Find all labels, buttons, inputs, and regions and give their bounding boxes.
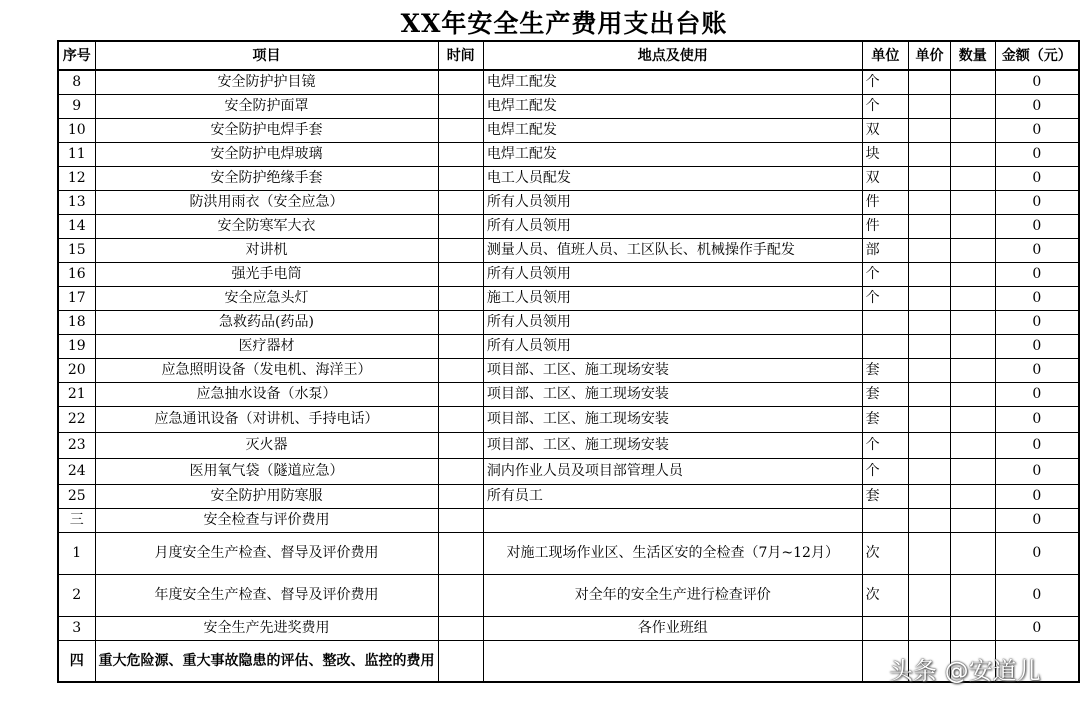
section-row [58, 508, 1079, 532]
cell-time [438, 406, 483, 432]
cell-item: 应急抽水设备（水泵） [95, 382, 438, 406]
header-amount: 金额（元） [995, 41, 1079, 70]
header-place: 地点及使用 [483, 41, 862, 70]
cell-no: 11 [58, 142, 95, 166]
cell-amount: 0 [995, 142, 1079, 166]
cell-no: 3 [58, 616, 95, 640]
cell-place: 所有人员领用 [483, 190, 862, 214]
cell-no: 19 [58, 334, 95, 358]
cell-no: 四 [58, 640, 95, 682]
cell-place: 洞内作业人员及项目部管理人员 [483, 458, 862, 484]
cell-amount: 0 [995, 616, 1079, 640]
cell-price [909, 238, 951, 262]
cell-item: 月度安全生产检查、督导及评价费用 [95, 532, 438, 574]
cell-unit: 双 [862, 118, 909, 142]
header-item: 项目 [95, 41, 438, 70]
cell-item: 急救药品(药品) [95, 310, 438, 334]
cell-qty [950, 238, 995, 262]
cell-place: 电焊工配发 [483, 70, 862, 94]
cell-price [909, 190, 951, 214]
cell-unit [862, 616, 909, 640]
cell-item: 安全检查与评价费用 [95, 508, 438, 532]
cell-qty [950, 458, 995, 484]
cell-amount: 0 [995, 382, 1079, 406]
cell-qty [950, 166, 995, 190]
cell-item: 年度安全生产检查、督导及评价费用 [95, 574, 438, 616]
cell-item: 安全防护护目镜 [95, 70, 438, 94]
cell-amount: 0 [995, 458, 1079, 484]
cell-price [909, 532, 951, 574]
cell-unit: 次 [862, 532, 909, 574]
cell-time [438, 94, 483, 118]
cell-item: 安全防护面罩 [95, 94, 438, 118]
cell-amount: 0 [995, 118, 1079, 142]
cell-place: 项目部、工区、施工现场安装 [483, 406, 862, 432]
cell-time [438, 508, 483, 532]
cell-time [438, 334, 483, 358]
cell-amount: 0 [995, 94, 1079, 118]
cell-place: 各作业班组 [483, 616, 862, 640]
cell-no: 20 [58, 358, 95, 382]
cell-item: 安全应急头灯 [95, 286, 438, 310]
cell-unit: 个 [862, 286, 909, 310]
cell-amount: 0 [995, 166, 1079, 190]
cell-price [909, 484, 951, 508]
table-row [58, 310, 1079, 334]
cell-item: 安全防护电焊玻璃 [95, 142, 438, 166]
cell-time [438, 238, 483, 262]
cell-qty [950, 94, 995, 118]
cell-time [438, 166, 483, 190]
cell-no: 13 [58, 190, 95, 214]
cell-item: 强光手电筒 [95, 262, 438, 286]
cell-price [909, 262, 951, 286]
cell-time [438, 262, 483, 286]
cell-qty [950, 142, 995, 166]
cell-amount: 0 [995, 358, 1079, 382]
cell-item: 对讲机 [95, 238, 438, 262]
cell-unit: 套 [862, 406, 909, 432]
table-row [58, 262, 1079, 286]
cell-qty [950, 406, 995, 432]
cell-amount: 0 [995, 262, 1079, 286]
cell-price [909, 118, 951, 142]
cell-unit: 块 [862, 142, 909, 166]
cell-no: 24 [58, 458, 95, 484]
table-row [58, 214, 1079, 238]
cell-price [909, 406, 951, 432]
cell-time [438, 616, 483, 640]
cell-price [909, 70, 951, 94]
expense-ledger-table [57, 40, 1080, 683]
cell-item: 安全防寒军大衣 [95, 214, 438, 238]
cell-unit: 个 [862, 432, 909, 458]
table-row [58, 142, 1079, 166]
cell-amount: 0 [995, 286, 1079, 310]
cell-place: 项目部、工区、施工现场安装 [483, 358, 862, 382]
cell-time [438, 310, 483, 334]
page-title: XX年安全生产费用支出台账 [400, 9, 728, 38]
cell-amount: 0 [995, 508, 1079, 532]
table-row [58, 458, 1079, 484]
cell-no: 18 [58, 310, 95, 334]
cell-time [438, 358, 483, 382]
cell-no: 22 [58, 406, 95, 432]
cell-time [438, 458, 483, 484]
cell-place: 对全年的安全生产进行检查评价 [483, 574, 862, 616]
cell-unit: 套 [862, 484, 909, 508]
table-row [58, 616, 1079, 640]
cell-time [438, 532, 483, 574]
table-row [58, 432, 1079, 458]
table-row [58, 532, 1079, 574]
cell-no: 14 [58, 214, 95, 238]
cell-amount: 0 [995, 432, 1079, 458]
table-row [58, 70, 1079, 94]
cell-amount: 0 [995, 70, 1079, 94]
table-row [58, 118, 1079, 142]
cell-qty [950, 616, 995, 640]
cell-qty [950, 432, 995, 458]
cell-unit: 件 [862, 190, 909, 214]
cell-price [909, 458, 951, 484]
cell-unit: 个 [862, 70, 909, 94]
cell-price [909, 94, 951, 118]
cell-no: 25 [58, 484, 95, 508]
cell-amount: 0 [995, 406, 1079, 432]
cell-qty [950, 382, 995, 406]
cell-price [909, 432, 951, 458]
table-row [58, 358, 1079, 382]
cell-unit: 个 [862, 458, 909, 484]
cell-item: 医用氧气袋（隧道应急） [95, 458, 438, 484]
cell-price [909, 310, 951, 334]
table-row [58, 334, 1079, 358]
header-no: 序号 [58, 41, 95, 70]
cell-item: 安全生产先进奖费用 [95, 616, 438, 640]
cell-no: 17 [58, 286, 95, 310]
cell-place: 所有人员领用 [483, 214, 862, 238]
cell-place: 电工人员配发 [483, 166, 862, 190]
cell-time [438, 432, 483, 458]
cell-qty [950, 358, 995, 382]
cell-unit: 双 [862, 166, 909, 190]
cell-unit: 个 [862, 94, 909, 118]
header-qty: 数量 [950, 41, 995, 70]
cell-unit: 部 [862, 238, 909, 262]
cell-no: 1 [58, 532, 95, 574]
cell-amount: 0 [995, 238, 1079, 262]
cell-time [438, 640, 483, 682]
header-time: 时间 [438, 41, 483, 70]
cell-qty [950, 70, 995, 94]
cell-item: 应急通讯设备（对讲机、手持电话） [95, 406, 438, 432]
cell-place: 所有人员领用 [483, 262, 862, 286]
cell-item: 安全防护电焊手套 [95, 118, 438, 142]
table-row [58, 238, 1079, 262]
cell-place: 对施工现场作业区、生活区安的全检查（7月~12月） [483, 532, 862, 574]
cell-qty [950, 484, 995, 508]
cell-amount: 0 [995, 334, 1079, 358]
cell-amount: 0 [995, 190, 1079, 214]
cell-unit: 件 [862, 214, 909, 238]
cell-place: 测量人员、值班人员、工区队长、机械操作手配发 [483, 238, 862, 262]
cell-item: 安全防护用防寒服 [95, 484, 438, 508]
cell-time [438, 70, 483, 94]
cell-amount: 0 [995, 214, 1079, 238]
cell-unit: 个 [862, 262, 909, 286]
cell-time [438, 142, 483, 166]
header-price: 单价 [909, 41, 951, 70]
cell-price [909, 616, 951, 640]
cell-amount: 0 [995, 310, 1079, 334]
cell-amount: 0 [995, 484, 1079, 508]
cell-price [909, 166, 951, 190]
table-row [58, 406, 1079, 432]
cell-no: 10 [58, 118, 95, 142]
cell-qty [950, 214, 995, 238]
cell-no: 9 [58, 94, 95, 118]
cell-no: 2 [58, 574, 95, 616]
cell-unit [862, 310, 909, 334]
cell-item: 应急照明设备（发电机、海洋王） [95, 358, 438, 382]
table-row [58, 166, 1079, 190]
cell-unit: 次 [862, 574, 909, 616]
cell-item: 安全防护绝缘手套 [95, 166, 438, 190]
cell-time [438, 286, 483, 310]
cell-qty [950, 190, 995, 214]
header-unit: 单位 [862, 41, 909, 70]
cell-qty [950, 334, 995, 358]
cell-place [483, 640, 862, 682]
table-row [58, 484, 1079, 508]
cell-no: 16 [58, 262, 95, 286]
cell-time [438, 484, 483, 508]
cell-price [909, 334, 951, 358]
cell-qty [950, 310, 995, 334]
cell-place: 施工人员领用 [483, 286, 862, 310]
table-row [58, 94, 1079, 118]
cell-no: 8 [58, 70, 95, 94]
cell-place: 电焊工配发 [483, 118, 862, 142]
cell-place: 项目部、工区、施工现场安装 [483, 382, 862, 406]
cell-amount: 0 [995, 532, 1079, 574]
cell-place: 电焊工配发 [483, 94, 862, 118]
cell-place: 所有人员领用 [483, 310, 862, 334]
cell-time [438, 382, 483, 406]
cell-unit [862, 508, 909, 532]
cell-time [438, 118, 483, 142]
cell-price [909, 286, 951, 310]
cell-time [438, 190, 483, 214]
cell-unit [862, 334, 909, 358]
table-row [58, 190, 1079, 214]
cell-item: 医疗器材 [95, 334, 438, 358]
cell-qty [950, 574, 995, 616]
cell-item: 防洪用雨衣（安全应急） [95, 190, 438, 214]
watermark-text: 头条 @安道儿 [889, 657, 1041, 685]
cell-qty [950, 118, 995, 142]
cell-price [909, 508, 951, 532]
cell-place: 所有员工 [483, 484, 862, 508]
cell-place: 项目部、工区、施工现场安装 [483, 432, 862, 458]
cell-price [909, 214, 951, 238]
cell-no: 三 [58, 508, 95, 532]
cell-item: 灭火器 [95, 432, 438, 458]
cell-qty [950, 532, 995, 574]
cell-price [909, 142, 951, 166]
cell-price [909, 358, 951, 382]
table-row [58, 574, 1079, 616]
cell-no: 23 [58, 432, 95, 458]
table-row [58, 382, 1079, 406]
table-row [58, 286, 1079, 310]
cell-qty [950, 508, 995, 532]
cell-time [438, 574, 483, 616]
cell-time [438, 214, 483, 238]
cell-unit: 套 [862, 382, 909, 406]
cell-place [483, 508, 862, 532]
cell-amount: 0 [995, 574, 1079, 616]
cell-qty [950, 262, 995, 286]
cell-unit: 套 [862, 358, 909, 382]
cell-price [909, 574, 951, 616]
cell-no: 12 [58, 166, 95, 190]
cell-item: 重大危险源、重大事故隐患的评估、整改、监控的费用 [95, 640, 438, 682]
header-row [58, 41, 1079, 70]
cell-price [909, 382, 951, 406]
cell-qty [950, 286, 995, 310]
cell-no: 15 [58, 238, 95, 262]
cell-no: 21 [58, 382, 95, 406]
cell-place: 所有人员领用 [483, 334, 862, 358]
cell-place: 电焊工配发 [483, 142, 862, 166]
